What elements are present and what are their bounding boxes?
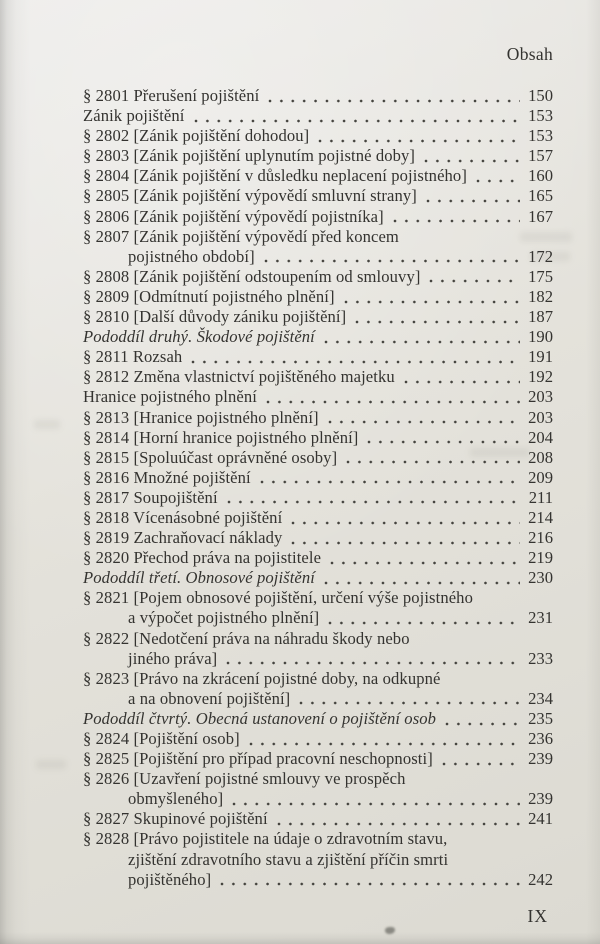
page-header — [0, 44, 553, 65]
toc-row — [83, 347, 553, 367]
toc-entry-text: § 2813 [Hranice pojistného plnění] — [83, 407, 319, 427]
dot-leader — [223, 488, 522, 508]
toc-entry-text: § 2815 [Spoluúčast oprávněné osoby] — [83, 447, 338, 467]
dot-leader — [264, 86, 522, 106]
toc-entry-text: Zánik pojištění — [83, 106, 185, 126]
toc-entry-text: § 2816 Množné pojištění — [83, 467, 251, 487]
toc-entry-text: § 2819 Zachraňovací náklady — [83, 528, 283, 548]
toc-page-number: 190 — [528, 327, 553, 347]
toc-entry-text: pojištěného] — [128, 869, 212, 889]
toc-row — [83, 649, 553, 669]
toc-entry-text: § 2801 Přerušení pojištění — [83, 86, 260, 105]
toc-entry-text: § 2802 [Zánik pojištění dohodou] — [83, 126, 310, 146]
dot-leader — [320, 327, 522, 347]
toc-row — [83, 709, 553, 729]
dot-leader — [216, 870, 522, 890]
toc-row — [83, 548, 553, 568]
toc-entry-text: § 2803 [Zánik pojištění uplynutím pojistné doby] — [83, 146, 416, 166]
dot-leader — [287, 508, 522, 528]
toc-row — [83, 146, 553, 166]
toc-page-number: 230 — [528, 568, 553, 588]
toc-page-number: 157 — [528, 146, 553, 166]
bleedthrough-artifact — [34, 420, 60, 429]
toc-row — [83, 829, 553, 849]
dot-leader — [389, 207, 522, 227]
toc-page-number: 233 — [528, 648, 553, 668]
toc-row — [83, 729, 553, 749]
toc-row — [83, 608, 553, 628]
dot-leader — [260, 247, 522, 267]
toc-row — [83, 468, 553, 488]
toc-page-number: 211 — [528, 487, 553, 507]
toc-page-number: 214 — [528, 507, 553, 527]
toc-entry-text: obmyšleného] — [128, 789, 224, 809]
toc-row — [83, 207, 553, 227]
toc-row — [83, 789, 553, 809]
toc-row — [83, 367, 553, 387]
toc-entry-text: § 2818 Vícenásobné pojištění — [83, 507, 283, 527]
toc-entry-text: § 2804 [Zánik pojištění v důsledku neplacení pojistného] — [83, 166, 467, 186]
toc-page-number: 187 — [528, 307, 553, 327]
dot-leader — [187, 347, 522, 367]
toc-row — [83, 448, 553, 468]
toc-entry-text: § 2812 Změna vlastnictví pojištěného majetku — [83, 367, 395, 387]
toc-row — [83, 287, 553, 307]
dot-leader — [422, 186, 522, 206]
dot-leader — [262, 387, 522, 407]
toc-entry-text: Pododdíl druhý. Škodové pojištění — [83, 327, 315, 347]
toc-entry-text: a na obnovení pojištění] — [128, 688, 291, 708]
toc-entry-text: § 2828 [Právo pojistitele na údaje o zdravotním stavu, — [83, 829, 448, 849]
dot-leader — [228, 789, 522, 809]
toc-page-number: 242 — [528, 869, 553, 889]
toc-entry-text: § 2809 [Odmítnutí pojistného plnění] — [83, 286, 335, 306]
toc-row — [83, 327, 553, 347]
toc-entry-text: § 2810 [Další důvody zániku pojištění] — [83, 307, 347, 327]
toc-entry-text: Pododdíl čtvrtý. Obecná ustanovení o pojištění osob — [83, 708, 437, 728]
toc-entry-text: § 2820 Přechod práva na pojistitele — [83, 548, 322, 568]
toc-row — [83, 508, 553, 528]
dot-leader — [245, 729, 522, 749]
toc-entry-text: § 2827 Skupinové pojištění — [83, 809, 268, 829]
toc-entry-text: pojistného období] — [128, 246, 255, 266]
toc-page-number: 182 — [528, 286, 553, 306]
toc-row — [83, 769, 553, 789]
page-footer — [0, 906, 548, 927]
toc-page-number: 172 — [528, 246, 553, 266]
toc-page-number: 208 — [528, 447, 553, 467]
dot-leader — [222, 649, 522, 669]
toc-list — [83, 86, 553, 890]
toc-row — [83, 166, 553, 186]
dot-leader — [438, 749, 522, 769]
toc-row — [83, 488, 553, 508]
toc-row — [83, 126, 553, 146]
toc-page-number: 235 — [528, 708, 553, 728]
toc-entry-text: § 2823 [Právo na zkrácení pojistné doby, na odkupné — [83, 668, 441, 688]
toc-page-number: 231 — [528, 608, 553, 628]
toc-entry-text: § 2824 [Pojištění osob] — [83, 729, 240, 748]
toc-page-number: 234 — [528, 688, 553, 708]
toc-entry-text: § 2826 [Uzavření pojistné smlouvy ve prospěch — [83, 769, 406, 789]
toc-row — [83, 689, 553, 709]
contents-heading: Obsah — [506, 44, 553, 64]
toc-row — [83, 428, 553, 448]
dot-leader — [420, 146, 522, 166]
dot-leader — [472, 166, 522, 186]
toc-row — [83, 669, 553, 689]
dot-leader — [320, 568, 522, 588]
toc-row — [83, 307, 553, 327]
toc-entry-text: § 2822 [Nedotčení práva na náhradu škody nebo — [83, 628, 410, 648]
toc-row — [83, 387, 553, 407]
toc-page-number: 191 — [528, 347, 553, 367]
toc-entry-text: § 2807 [Zánik pojištění výpovědí před koncem — [83, 226, 399, 246]
toc-page-number: 160 — [528, 166, 553, 186]
toc-entry-text: Pododdíl třetí. Obnosové pojištění — [83, 568, 316, 588]
toc-entry-text: § 2805 [Zánik pojištění výpovědí smluvní strany] — [83, 186, 417, 206]
dot-leader — [400, 367, 522, 387]
toc-row — [83, 86, 553, 106]
toc-page-number: 216 — [528, 528, 553, 548]
dot-leader — [295, 689, 522, 709]
dot-leader — [363, 428, 522, 448]
toc-page-number: 236 — [528, 729, 553, 748]
toc-row — [83, 568, 553, 588]
toc-row — [83, 106, 553, 126]
dot-leader — [314, 126, 522, 146]
toc-page-number: 153 — [528, 106, 553, 126]
toc-row — [83, 809, 553, 829]
toc-row — [83, 408, 553, 428]
toc-page-number: 175 — [528, 266, 553, 286]
toc-entry-text: § 2825 [Pojištění pro případ pracovní neschopnosti] — [83, 749, 433, 769]
dot-leader — [441, 709, 522, 729]
toc-entry-text: § 2806 [Zánik pojištění výpovědí pojistníka] — [83, 206, 384, 226]
dot-leader — [287, 528, 522, 548]
page-right-edge-shadow — [586, 0, 600, 944]
toc-row — [83, 749, 553, 769]
page-bottom-edge-shadow — [0, 932, 600, 944]
dot-leader — [342, 448, 522, 468]
smudge-mark — [385, 927, 395, 934]
toc-entry-text: § 2821 [Pojem obnosové pojištění, určení výše pojistného — [83, 588, 473, 608]
toc-page-number: 153 — [528, 126, 553, 146]
toc-row — [83, 267, 553, 287]
toc-page-number: 203 — [528, 407, 553, 427]
toc-row — [83, 186, 553, 206]
toc-row — [83, 629, 553, 649]
toc-page-number: 165 — [528, 186, 553, 206]
dot-leader — [326, 548, 522, 568]
dot-leader — [351, 307, 522, 327]
toc-page-number: 150 — [528, 86, 553, 105]
toc-row — [83, 850, 553, 870]
dot-leader — [256, 468, 522, 488]
toc-page-number: 219 — [528, 548, 553, 568]
toc-row — [83, 588, 553, 608]
toc-page-number: 192 — [528, 367, 553, 387]
toc-entry-text: § 2814 [Horní hranice pojistného plnění] — [83, 427, 359, 447]
page-left-edge-shadow — [0, 0, 30, 944]
toc-page-number: 241 — [528, 809, 553, 829]
dot-leader — [425, 267, 522, 287]
page-number-roman: IX — [527, 906, 548, 926]
toc-entry-text: a výpočet pojistného plnění] — [128, 608, 320, 628]
toc-entry-text: Hranice pojistného plnění — [83, 387, 257, 407]
dot-leader — [324, 608, 522, 628]
toc-page-number: 239 — [528, 749, 553, 769]
toc-page-number: 167 — [528, 206, 553, 226]
dot-leader — [273, 809, 522, 829]
toc-page-number: 204 — [528, 427, 553, 447]
dot-leader — [324, 408, 522, 428]
toc-entry-text: § 2808 [Zánik pojištění odstoupením od smlouvy] — [83, 266, 421, 286]
toc-entry-text: § 2817 Soupojištění — [83, 487, 218, 507]
toc-page-number: 209 — [528, 467, 553, 487]
toc-page-number: 203 — [528, 387, 553, 407]
bleedthrough-artifact — [36, 760, 66, 769]
dot-leader — [340, 287, 522, 307]
toc-entry-text: zjištění zdravotního stavu a zjištění příčin smrti — [128, 849, 449, 869]
toc-entry-text: jiného práva] — [128, 648, 218, 668]
toc-entry-text: § 2811 Rozsah — [83, 347, 183, 367]
dot-leader — [190, 106, 522, 126]
toc-page-number: 239 — [528, 789, 553, 809]
toc-row — [83, 528, 553, 548]
toc-row — [83, 870, 553, 890]
toc-row — [83, 247, 553, 267]
toc-row — [83, 227, 553, 247]
